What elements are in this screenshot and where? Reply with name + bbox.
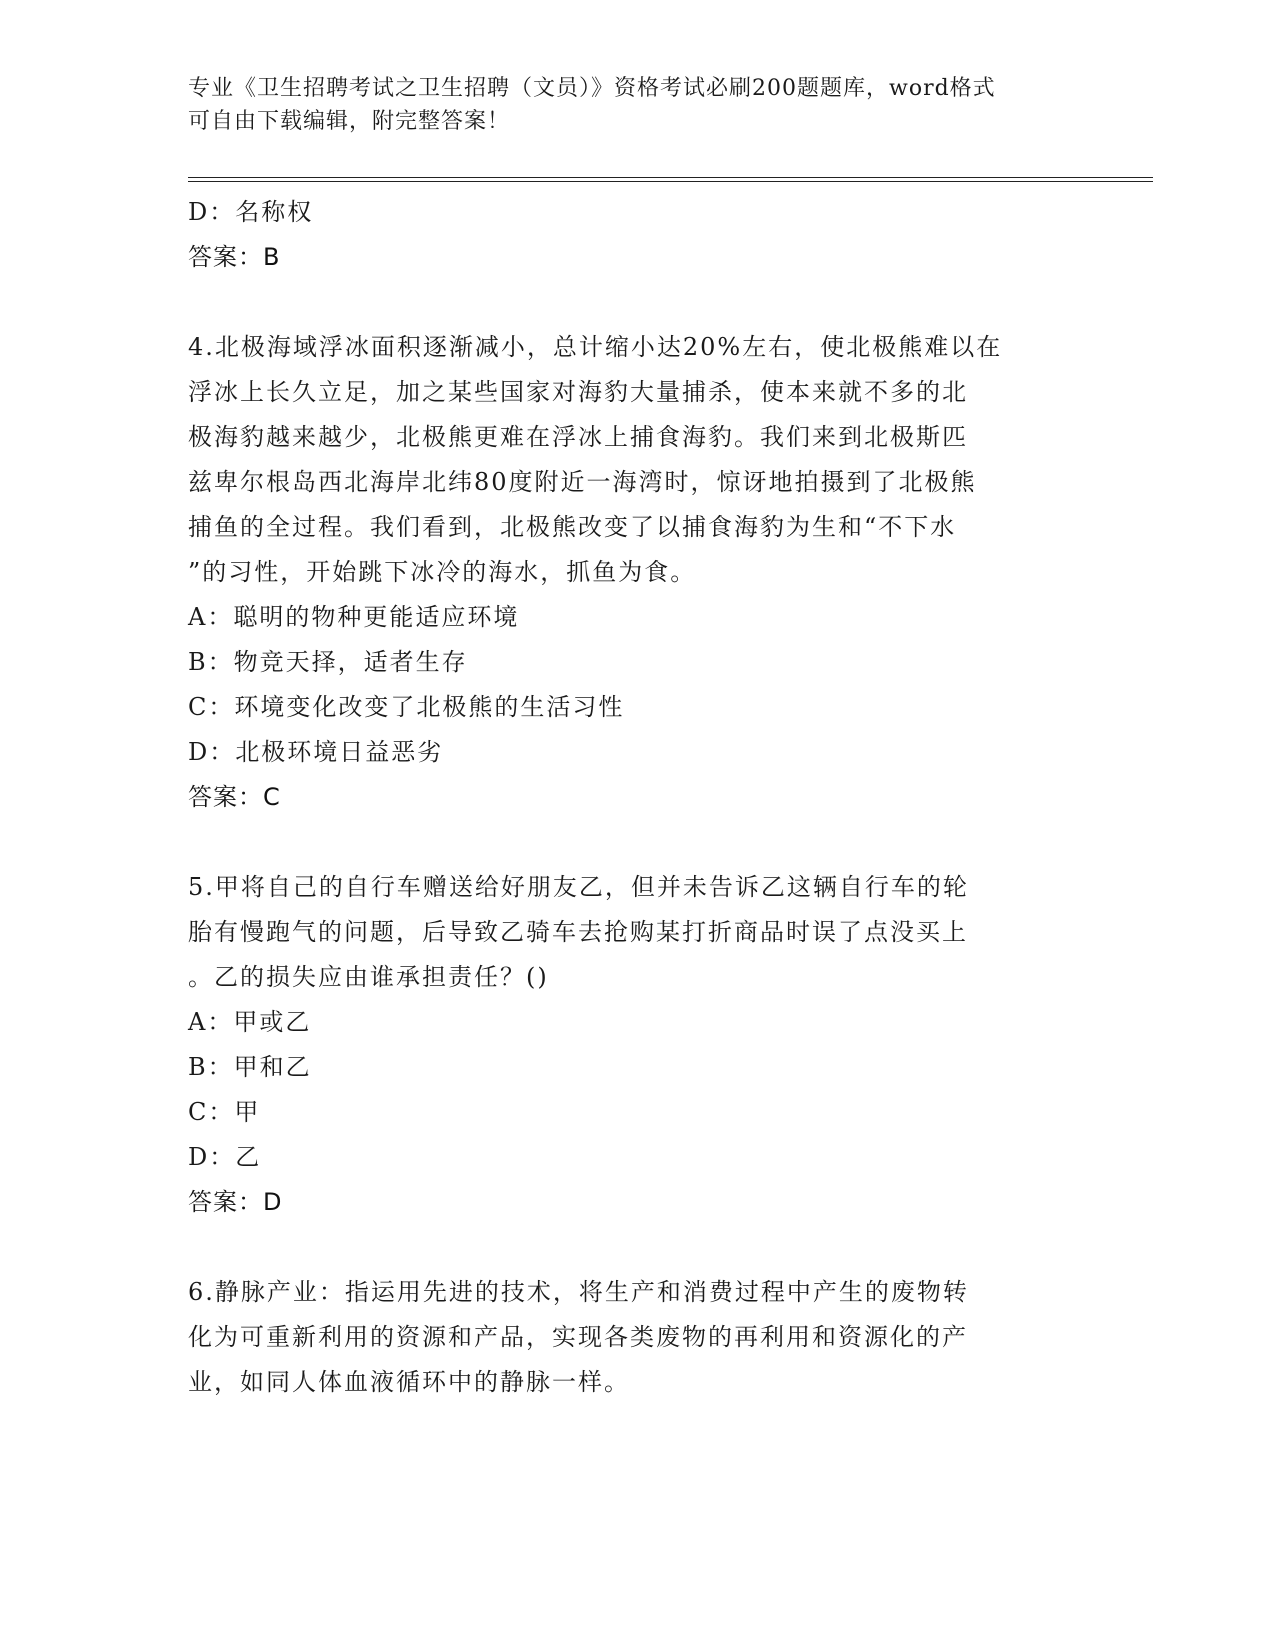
q6-stem-line: 化为可重新利用的资源和产品，实现各类废物的再利用和资源化的产 (188, 1323, 968, 1351)
q4-answer: 答案：C (188, 783, 281, 811)
q4-stem-line: ”的习性，开始跳下冰冷的海水，抓鱼为食。 (188, 558, 697, 586)
header-divider-secondary (188, 181, 1153, 182)
q4-stem-line: 极海豹越来越少，北极熊更难在浮冰上捕食海豹。我们来到北极斯匹 (188, 423, 968, 451)
q5-answer: 答案：D (188, 1188, 283, 1216)
page-header (188, 72, 1068, 138)
question-4 (188, 325, 1078, 820)
q5-option-c: C：甲 (188, 1098, 261, 1126)
document-body (188, 190, 1078, 1405)
q4-option-d: D：北极环境日益恶劣 (188, 738, 444, 766)
q6-stem-line: 6.静脉产业：指运用先进的技术，将生产和消费过程中产生的废物转 (188, 1278, 969, 1306)
q5-stem-line: 5.甲将自己的自行车赠送给好朋友乙，但并未告诉乙这辆自行车的轮 (188, 873, 969, 901)
q4-option-a: A：聪明的物种更能适应环境 (188, 603, 520, 631)
q5-option-d: D：乙 (188, 1143, 262, 1171)
header-divider (188, 177, 1153, 178)
q4-option-c: C：环境变化改变了北极熊的生活习性 (188, 693, 625, 721)
spacer (188, 1225, 1078, 1270)
q5-stem-line: 。乙的损失应由谁承担责任？() (188, 963, 549, 991)
q6-stem-line: 业，如同人体血液循环中的静脉一样。 (188, 1368, 630, 1396)
spacer (188, 820, 1078, 865)
header-title-line-2: 可自由下载编辑，附完整答案！ (188, 109, 511, 134)
q5-stem-line: 胎有慢跑气的问题，后导致乙骑车去抢购某打折商品时误了点没买上 (188, 918, 968, 946)
header-title-line-1: 专业《卫生招聘考试之卫生招聘（文员）》资格考试必刷200题题库，word格式 (188, 76, 996, 101)
q3-answer: 答案：B (188, 243, 281, 271)
q4-stem-line: 4.北极海域浮冰面积逐渐减小，总计缩小达20%左右，使北极熊难以在 (188, 333, 1003, 361)
question-6 (188, 1270, 1078, 1405)
q3-option-d: D：名称权 (188, 198, 314, 226)
question-3-tail (188, 190, 1078, 280)
q4-stem-line: 捕鱼的全过程。我们看到，北极熊改变了以捕食海豹为生和“不下水 (188, 513, 957, 541)
q5-option-a: A：甲或乙 (188, 1008, 312, 1036)
spacer (188, 280, 1078, 325)
q4-option-b: B：物竞天择，适者生存 (188, 648, 468, 676)
q4-stem-line: 兹卑尔根岛西北海岸北纬80度附近一海湾时，惊讶地拍摄到了北极熊 (188, 468, 977, 496)
question-5 (188, 865, 1078, 1225)
q5-option-b: B：甲和乙 (188, 1053, 312, 1081)
q4-stem-line: 浮冰上长久立足，加之某些国家对海豹大量捕杀，使本来就不多的北 (188, 378, 968, 406)
